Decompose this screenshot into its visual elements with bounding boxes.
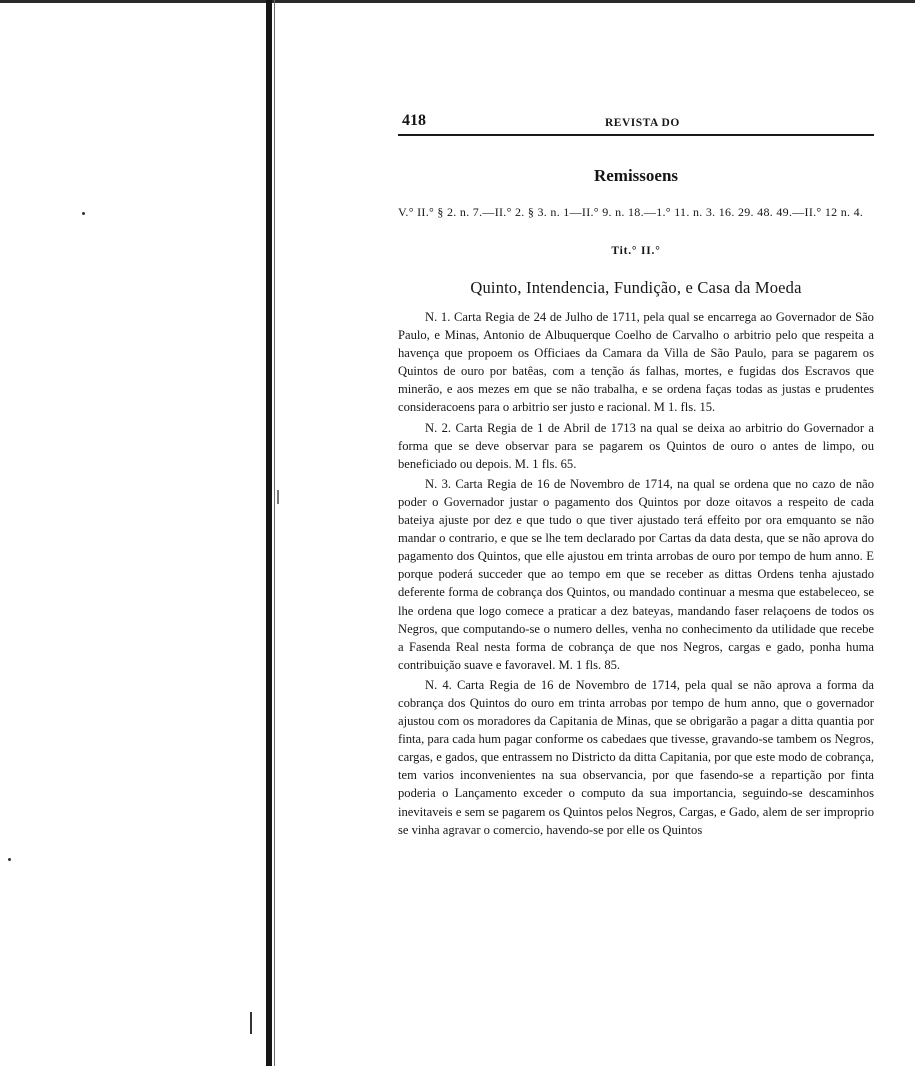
scan-speck [250, 1012, 252, 1034]
entry-paragraph [398, 419, 874, 473]
entry-paragraph [398, 676, 874, 839]
scan-speck [277, 490, 279, 504]
binding-gutter [266, 0, 272, 1066]
running-head: REVISTA DO [605, 117, 680, 129]
entries-list [398, 308, 874, 841]
section-heading: Quinto, Intendencia, Fundição, e Casa da Moeda [470, 278, 802, 297]
header-rule [398, 134, 874, 136]
entry-number: N. 1. [425, 310, 451, 324]
entry-number: N. 2. [425, 420, 452, 435]
scan-speck [8, 858, 11, 861]
binding-gutter-edge [274, 0, 275, 1066]
remissions-title: Remissoens [593, 166, 679, 185]
page-top-edge [0, 0, 915, 3]
page-number: 418 [402, 112, 426, 129]
entry-paragraph [398, 308, 874, 417]
document-page [398, 104, 875, 837]
page-header [398, 104, 874, 134]
entry-number: N. 4. [425, 677, 452, 692]
entry-text: Carta Regia de 24 de Julho de 1711, pela qual se encarrega ao Governador de São Paulo, e Minas, Antonio de Albuquerque Coelho de Carvalho o arbitrio pelo que respeita a havença que propoem os Officiaes da Camara da Villa de São Paulo, para se pagarem os Quintos de ouro por batêas, com a tenção ás falhas, mortes, e fugidas dos Escravos que minerão, e aos mezes em que se não trabalha, e se ordena faças todas as justas e prudentes consideracoens para o arbitrio ser justo e racional. M 1. fls. 15. [398, 310, 874, 415]
entry-text: Carta Regia de 16 de Novembro de 1714, pela qual se não aprova a forma da cobrança dos Quintos do ouro em trinta arrobas por tempo de hum anno, que o governador ajustou com os moradores da Capitania de Minas, que se obrigarão a pagar a ditta quantia por finta, para cada hum pagar conforme os cabedaes que tivesse, gravando-se tambem os Negros, cargas, e gados, que entrassem no Districto da ditta Capitania, por que este modo de cobrança, tem varios inconvenientes na sua observancia, por que fasendo-se a repartição por finta poderia o Lançamento exceder o computo da sua importancia, seguindo-se descaminhos inevitaveis e sem se pagarem os Quintos pelos Negros, Cargas, e Gado, alem de ser improprio se vinha agravar o comercio, havendo-se por elle os Quintos [398, 677, 874, 837]
remissions-references: V.° II.° § 2. n. 7.—II.° 2. § 3. n. 1—II.° 9. n. 18.—1.° 11. n. 3. 16. 29. 48. 49.—II.° 12 n. 4. [398, 205, 864, 219]
scan-speck [82, 212, 85, 215]
entry-text: Carta Regia de 1 de Abril de 1713 na qual se deixa ao arbitrio do Governador a forma que se deve observar para se pagarem os Quintos de ouro o antes de limpo, ou beneficiado ou depois. M. 1 fls. 65. [398, 420, 874, 471]
entry-text: Carta Regia de 16 de Novembro de 1714, na qual se ordena que no cazo de não poder o Governador justar o pagamento dos Quintos por doze oitavos a respeito de cada bateiya ajuste por dez e que tudo o que tiver ajustado terá effeito por ora emquanto se não mandar o contrario, e que se lhe tem declarado por Cartas da data desta, que se não aprova do pagamento dos Quintos, que elle ajustou em trinta arrobas de ouro por tempo de hum anno. E porque poderá succeder que ao tempo em que se receber as dittas Ordens tenha ajustado deferente forma de cobrança dos Quintos, ou mandado continuar a mesma que estabeleceo, se lhe ordena que logo comece a praticar a dez bateyas, mandando faser relaçoens de todos os Negros, que computando-se o numero delles, venha no conhecimento da utilidade que recebe a Fasenda Real nesta forma de cobrança de que nos Negros, cargas e gado, ponha huma contribuição suave e favoravel. M. 1 fls. 85. [398, 476, 875, 672]
entry-number: N. 3. [425, 476, 452, 491]
title-label: Tit.° II.° [611, 245, 661, 257]
entry-paragraph [398, 475, 874, 674]
